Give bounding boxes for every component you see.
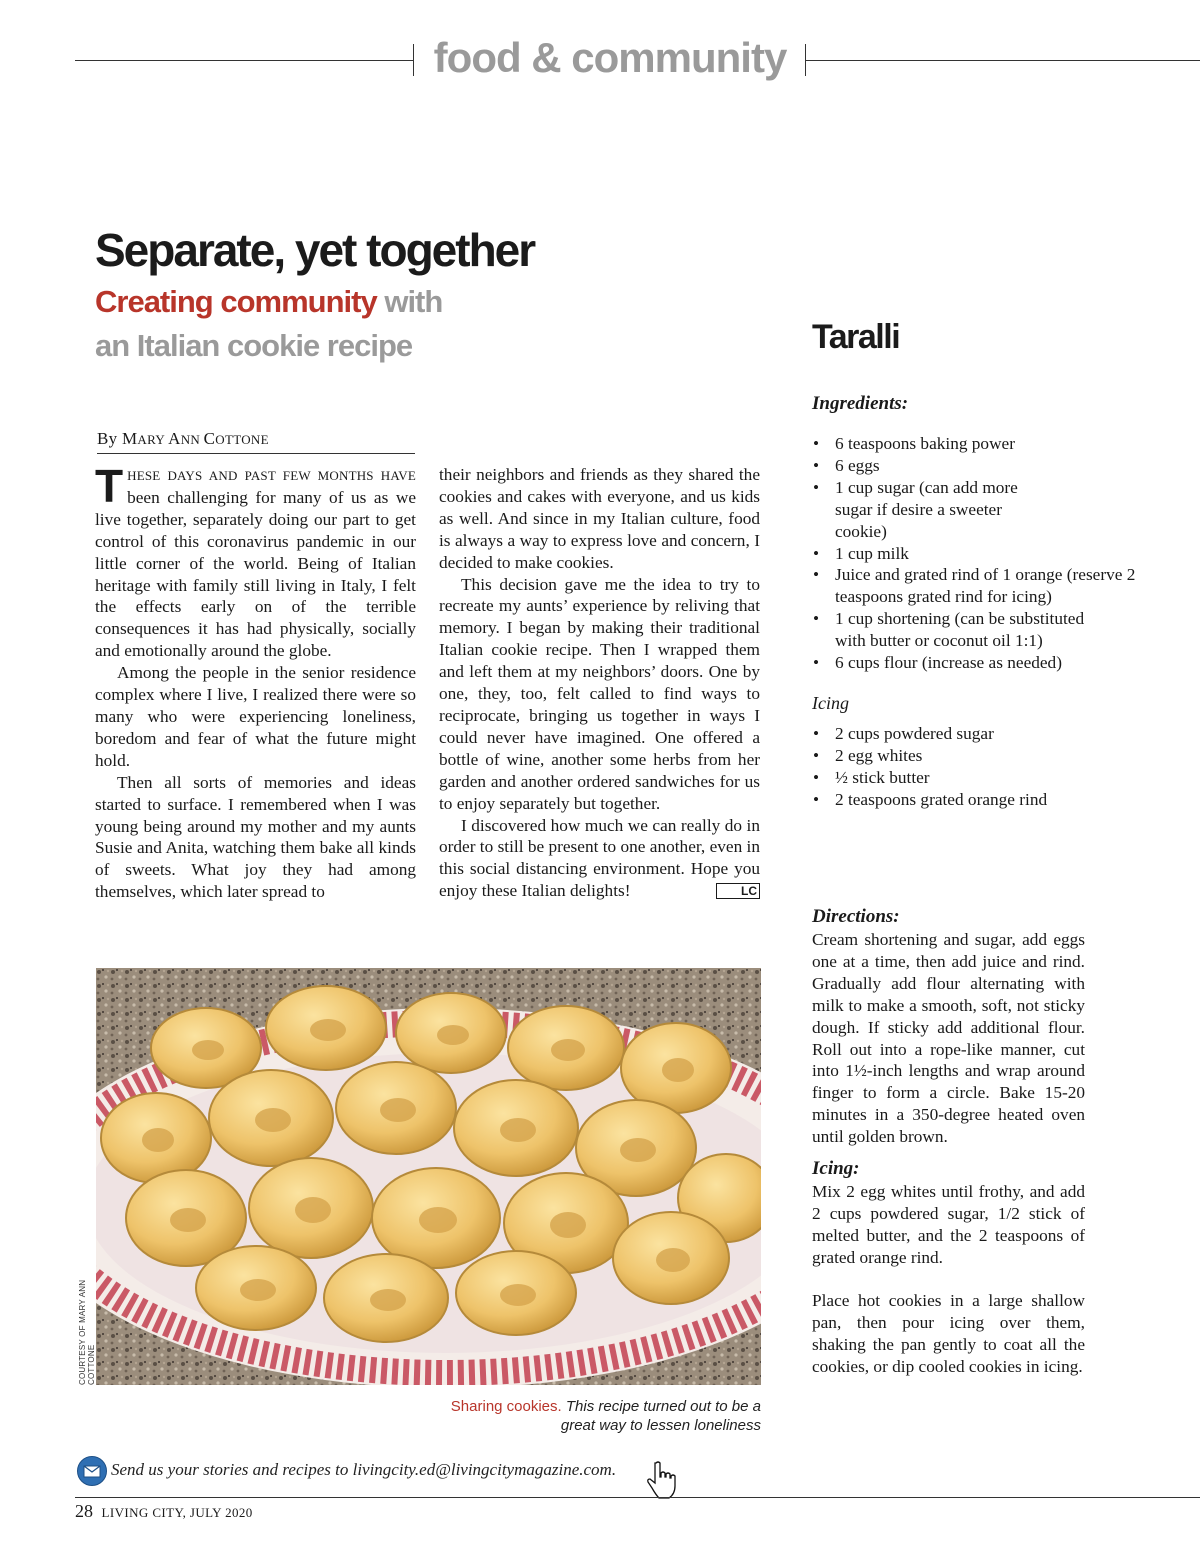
list-item: • 1 cup sugar (can add more sugar if desire a sweeter cookie) [812,477,1172,543]
byline-by: By [97,429,122,448]
page-number: 28 [75,1501,93,1521]
byline-initial: A [168,429,181,448]
article-paragraph: their neighbors and friends as they shared the cookies and cakes with everyone, and us kids as well. And since in my Italian culture, food is always a way to express love and concern, I decided to make cookies. [439,465,760,572]
icing-heading: Icing: [812,1158,860,1179]
subhead-rest: with [376,284,443,319]
cookies-photo [96,968,761,1385]
end-mark-logo: LC [716,883,760,899]
directions-text: Cream shortening and sugar, add eggs one at a time, then add juice and rind. Gradually add flour alternating with milk to make a smooth, soft, not sticky dough. If sticky add additional flour. Roll out into a rope-like manner, cut into 1½-inch lengths and wrap around finger to form a circle. Bake 15-20 minutes in a 350-degree heated oven until golden brown. [812,930,1085,1147]
article-paragraph: Then all sorts of memories and ideas started to surface. I remembered when I was young being around my mother and my aunts Susie and Anita, watching them bake all kinds of sweets. What joy they had among themselves, which later spread to [95,772,416,902]
article-column-1 [95,460,416,903]
paragraph-text: been challenging for many of us as we live together, separately doing our part to get control of this coronavirus pandemic in our little corner of the world. Being of Italian heritage with family still living in Italy, I felt the effects early on of the terrible consequences it has had physically, socially and emotionally around the globe. [95,487,416,661]
article-paragraph: This decision gave me the idea to try to recreate my aunts’ experience by reliving that memory. I began by making their traditional Italian cookie recipe. Then I wrapped them and left them at my neighbors’ doors. One by one, they, too, felt called to find ways to reciprocate, bringing us together in ways I could never have imagined. One offered a bottle of wine, another some herbs from her garden and another ordered sandwiches for us to enjoy separately but together. [439,574,760,813]
list-item: • 1 cup milk [812,543,1172,565]
paragraph-text: I discovered how much we can really do in order to still be present to one another, even in this social distancing environment. Hope you enjoy these Italian delights! [439,815,760,901]
list-item: • 2 egg whites [812,745,1172,767]
directions-heading: Directions: [812,906,900,927]
recipe-title: Taralli [812,318,900,356]
article-subhead [95,280,535,368]
list-item: • 2 teaspoons grated orange rind [812,789,1172,811]
byline-initial: M [122,429,138,448]
list-item: • 6 teaspoons baking power [812,433,1172,455]
header-tick-left [413,44,414,76]
list-item: • 6 cups flour (increase as needed) [812,652,1172,674]
photo-credit: COURTESY OF MARY ANN COTTONE [78,1279,96,1385]
list-item: • ½ stick butter [812,767,1172,789]
photo-caption [420,1397,761,1435]
list-item: • 2 cups powdered sugar [812,723,1172,745]
footer-rule [75,1497,1200,1498]
article-headline: Separate, yet together [95,224,535,276]
cookies-photo-illustration [96,968,761,1385]
caption-text: This recipe turned out to be a great way to lessen loneliness [560,1398,761,1434]
drop-cap: T [95,460,124,512]
header-rule-right [805,60,1200,61]
byline-part: OTTONE [215,432,269,447]
ingredients-heading: Ingredients: [812,393,909,414]
subhead-line2: an Italian cookie recipe [95,328,413,363]
byline-part: NN [180,432,204,447]
list-item: • 1 cup shortening (can be substituted with butter or coconut oil 1:1) [812,608,1172,652]
header-rule-left [75,60,413,61]
envelope-icon [77,1456,107,1486]
article-paragraph [95,460,416,662]
pointer-hand-icon [646,1460,676,1502]
subhead-highlight: Creating community [95,284,377,319]
folio [75,1500,253,1524]
caption-lead: Sharing cookies. [450,1398,562,1415]
icing-directions-text: Mix 2 egg whites until frothy, and add 2 cups powdered sugar, 1/2 stick of melted butter, and the 2 teaspoons of grated orange rind. [812,1182,1085,1267]
article-paragraph: Among the people in the senior residence complex where I live, I realized there were so many who were experiencing loneliness, boredom and fear of what the future might hold. [95,663,416,770]
icing-subheading: Icing [812,693,849,713]
byline-part: ARY [137,432,169,447]
article-column-2 [439,464,760,902]
list-item: • 6 eggs [812,455,1172,477]
final-step-text: Place hot cookies in a large shallow pan, then pour icing over them, shaking the pan gently to coat all the cookies, or dip cooled cookies in icing. [812,1291,1085,1376]
publication-name: LIVING CITY, JULY 2020 [101,1505,253,1520]
section-title: food & community [433,34,787,81]
byline [97,428,415,454]
submission-text[interactable]: Send us your stories and recipes to livingcity.ed@livingcitymagazine.com. [111,1460,617,1479]
ingredients-list [812,433,1172,674]
list-item: • Juice and grated rind of 1 orange (reserve 2 teaspoons grated rind for icing) [812,564,1172,608]
lead-in: HESE DAYS AND PAST FEW MONTHS HAVE [127,468,416,483]
icing-ingredients-list [812,723,1172,811]
byline-initial: C [203,429,216,448]
article-paragraph [439,815,760,903]
